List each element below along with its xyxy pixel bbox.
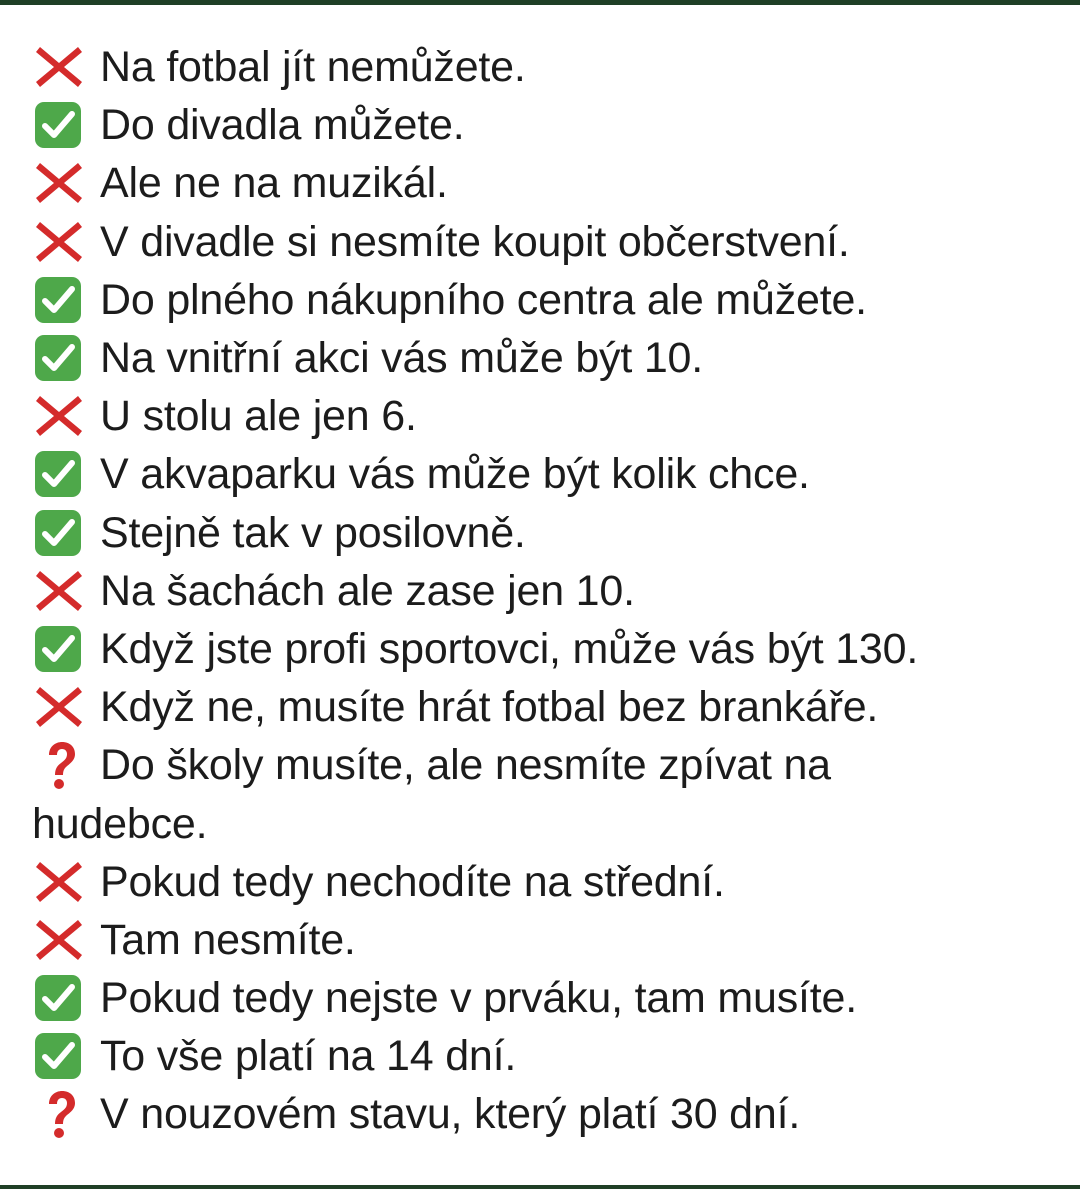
list-item [32,620,1062,678]
check-mark-icon [32,99,92,151]
check-mark-icon [32,448,92,500]
list-item [32,1085,1062,1143]
cross-mark-icon [32,216,92,268]
list-item-text: Když ne, musíte hrát fotbal bez brankáře. [100,683,879,732]
list-item-text: Do školy musíte, ale nesmíte zpívat na [100,741,831,790]
question-mark-icon [32,1088,92,1140]
list-item-text: Na fotbal jít nemůžete. [100,43,526,92]
list-item-text: V akvaparku vás může být kolik chce. [100,450,810,499]
list-item [32,38,1062,96]
list-item [32,96,1062,154]
cross-mark-icon [32,390,92,442]
list-item-text: Ale ne na muzikál. [100,159,448,208]
list-item [32,387,1062,445]
rules-list [32,38,1062,1144]
list-item-text: Tam nesmíte. [100,915,356,964]
list-item [32,445,1062,503]
check-mark-icon [32,274,92,326]
list-item-text: Na vnitřní akci vás může být 10. [100,334,704,383]
list-item [32,271,1062,329]
list-item-text: To vše platí na 14 dní. [100,1032,517,1081]
list-item-text: Pokud tedy nejste v prváku, tam musíte. [100,974,858,1023]
question-mark-icon [32,739,92,791]
list-item-text: U stolu ale jen 6. [100,392,417,441]
list-item-text: hudebce. [32,799,208,848]
list-item [32,562,1062,620]
cross-mark-icon [32,856,92,908]
cross-mark-icon [32,681,92,733]
check-mark-icon [32,623,92,675]
list-item [32,853,1062,911]
list-item [32,213,1062,271]
check-mark-icon [32,507,92,559]
list-item [32,736,1062,794]
list-item [32,969,1062,1027]
list-item [32,154,1062,212]
list-item-continuation [32,794,1062,852]
cross-mark-icon [32,41,92,93]
list-item-text: Do plného nákupního centra ale můžete. [100,275,867,324]
list-item-text: Do divadla můžete. [100,101,465,150]
check-mark-icon [32,972,92,1024]
cross-mark-icon [32,914,92,966]
list-item-text: Stejně tak v posilovně. [100,508,526,557]
list-item-text: Když jste profi sportovci, může vás být 130. [100,624,919,673]
list-item [32,911,1062,969]
cross-mark-icon [32,157,92,209]
list-item-text: V divadle si nesmíte koupit občerstvení. [100,217,850,266]
check-mark-icon [32,1030,92,1082]
top-frame-bar [0,0,1080,5]
list-item-text: V nouzovém stavu, který platí 30 dní. [100,1090,801,1139]
list-item-text: Na šachách ale zase jen 10. [100,566,635,615]
list-item [32,678,1062,736]
list-item [32,504,1062,562]
check-mark-icon [32,332,92,384]
list-item-text: Pokud tedy nechodíte na střední. [100,857,725,906]
list-item [32,1027,1062,1085]
cross-mark-icon [32,565,92,617]
list-item [32,329,1062,387]
bottom-frame-bar [0,1185,1080,1189]
